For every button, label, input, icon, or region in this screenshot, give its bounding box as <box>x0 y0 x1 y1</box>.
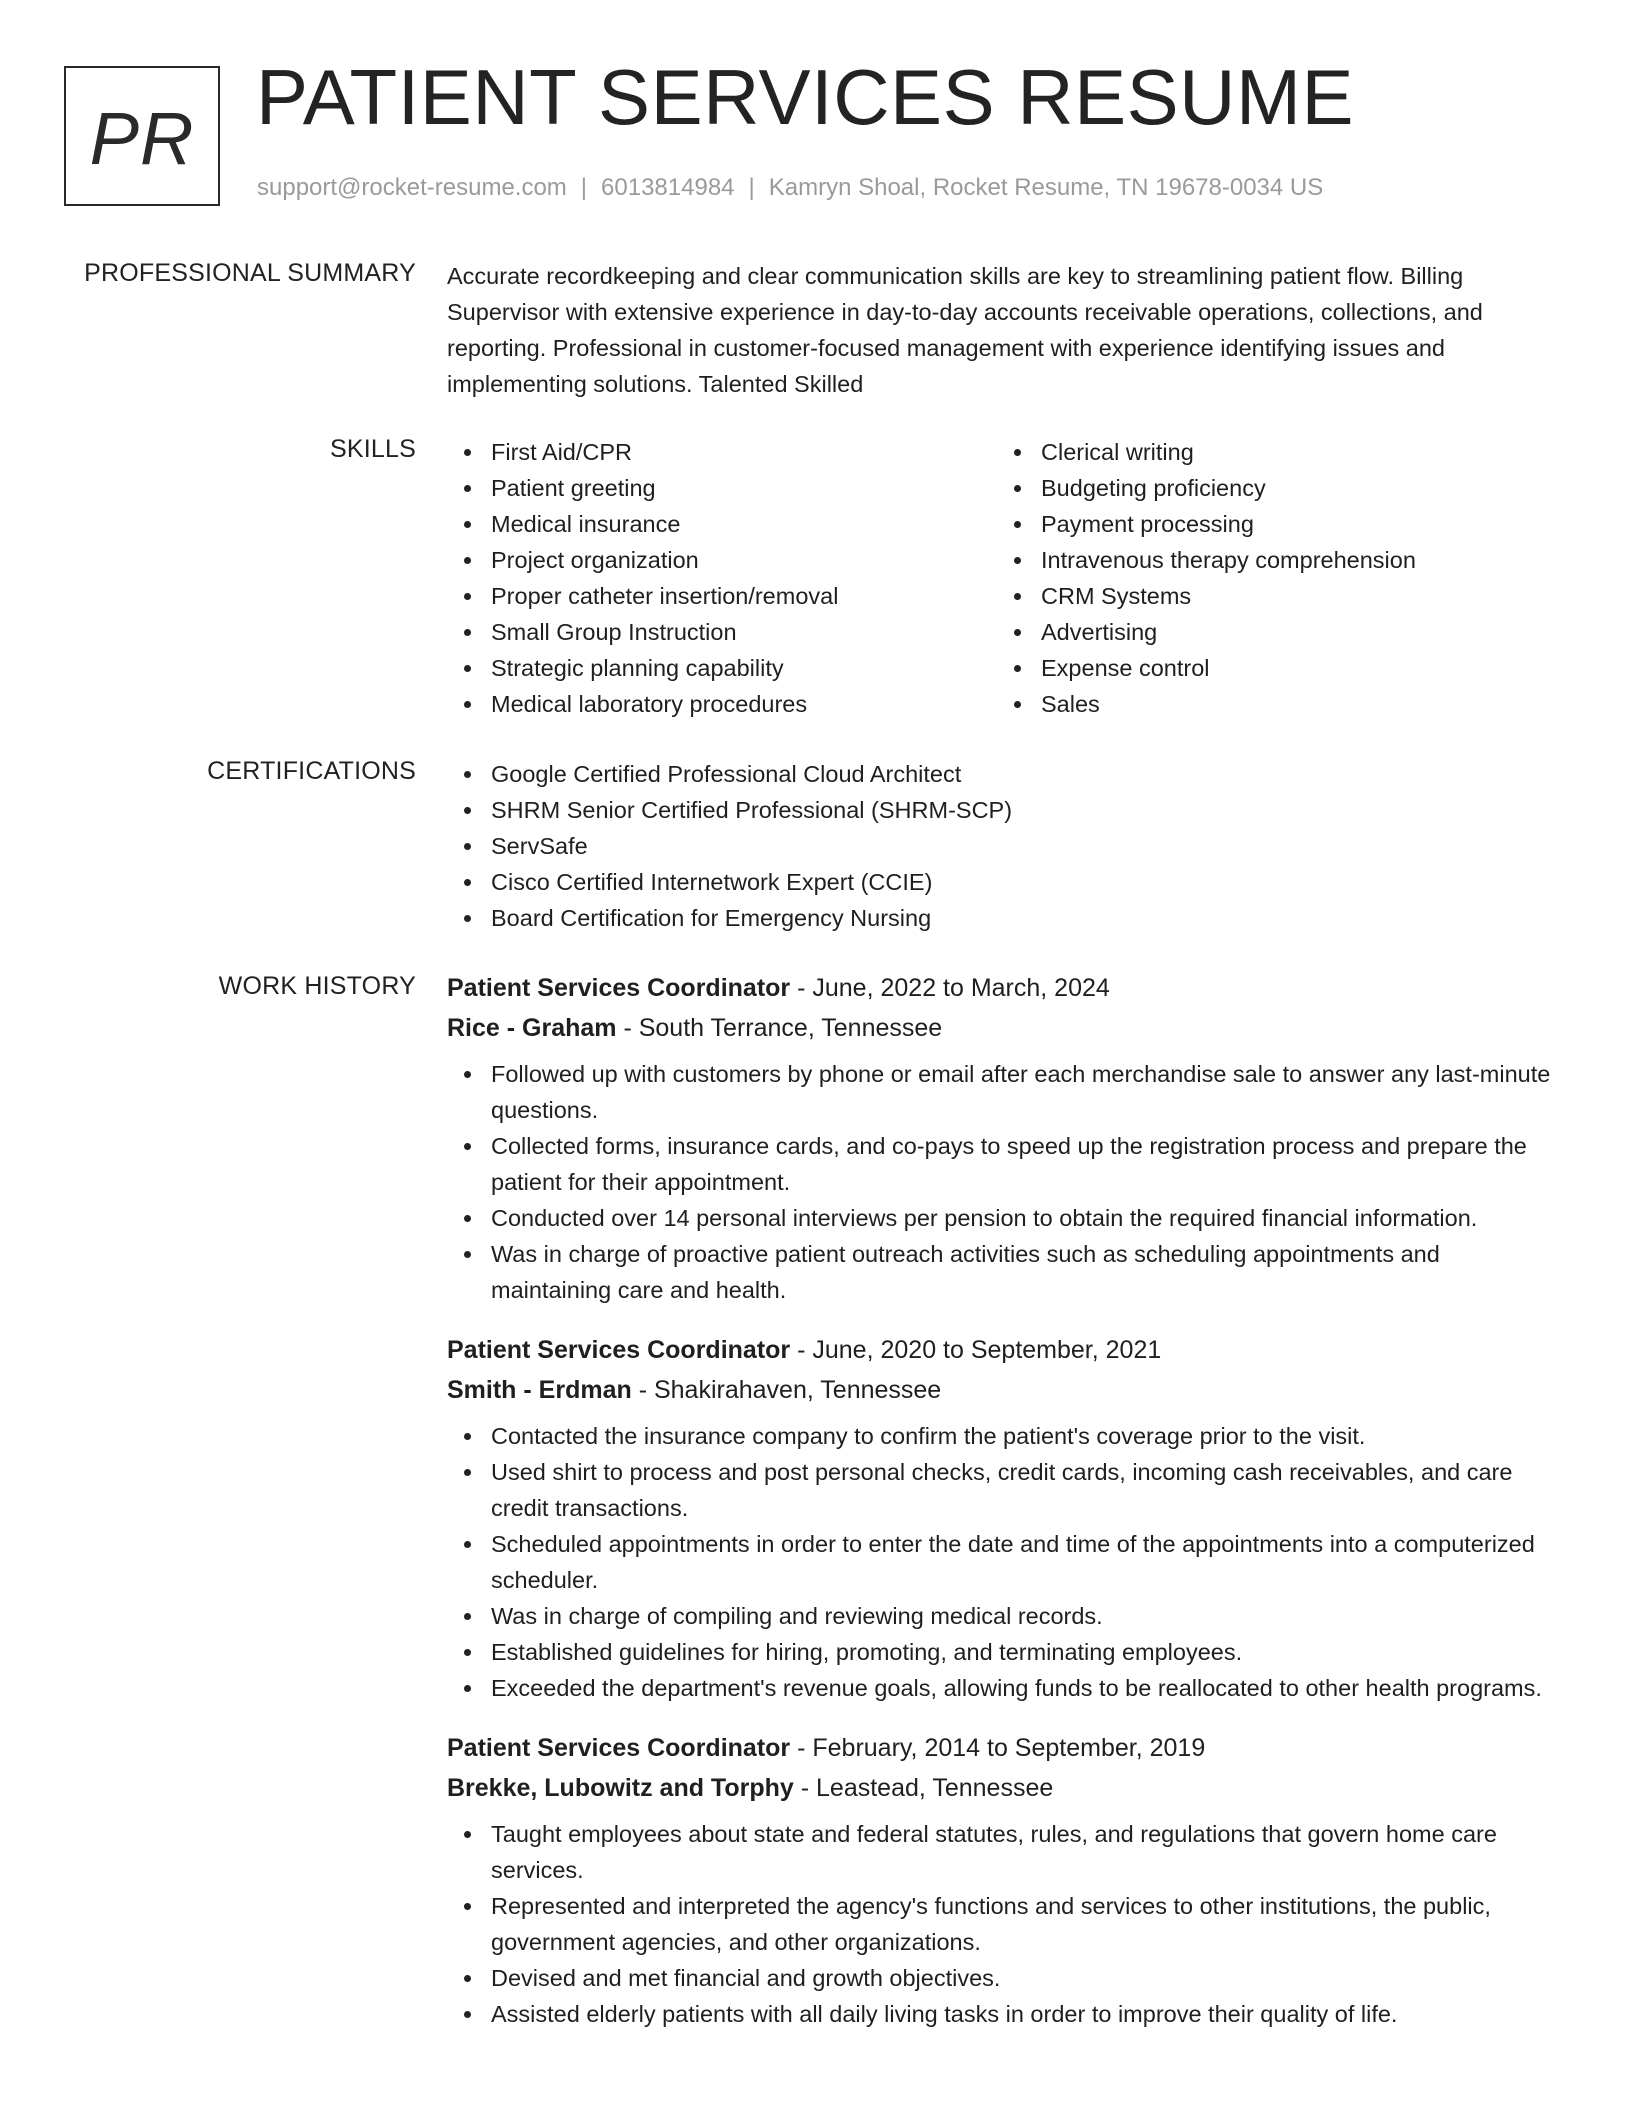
skill-item: Advertising <box>997 614 1547 650</box>
skill-item: Expense control <box>997 650 1547 686</box>
skill-item: Patient greeting <box>447 470 997 506</box>
job-company-line <box>447 1008 1562 1048</box>
job-bullet: Followed up with customers by phone or email after each merchandise sale to answer any last-minute questions. <box>447 1056 1562 1128</box>
job-location: - Shakirahaven, Tennessee <box>631 1376 942 1404</box>
job-entry <box>447 968 1562 1308</box>
job-title-line <box>447 968 1562 1008</box>
skill-item: First Aid/CPR <box>447 434 997 470</box>
summary-text: Accurate recordkeeping and clear communication skills are key to streamlining patient flow. Billing Supervisor with extensive experience in day-to-day accounts receivable operations, collections, and reporting. Professional in customer-focused management with experience identifying issues and implementing solutions. Talented Skilled <box>447 263 1483 397</box>
skill-item: Clerical writing <box>997 434 1547 470</box>
summary-body <box>447 258 1562 402</box>
job-company-line <box>447 1768 1562 1808</box>
certifications-body <box>447 756 1562 936</box>
work-history-body <box>447 968 1562 2032</box>
job-role: Patient Services Coordinator <box>447 1734 791 1762</box>
skill-item: Project organization <box>447 542 997 578</box>
skill-item: Intravenous therapy comprehension <box>997 542 1547 578</box>
skills-body <box>447 434 1562 722</box>
monogram-initials: PR <box>89 96 195 180</box>
job-bullet: Was in charge of compiling and reviewing medical records. <box>447 1598 1562 1634</box>
skill-item: CRM Systems <box>997 578 1547 614</box>
job-bullet: Collected forms, insurance cards, and co-pays to speed up the registration process and prepare the patient for their appointment. <box>447 1128 1562 1200</box>
job-title-line <box>447 1330 1562 1370</box>
contact-separator: | <box>748 174 755 201</box>
job-bullet: Exceeded the department's revenue goals, allowing funds to be reallocated to other health programs. <box>447 1670 1562 1706</box>
job-bullets <box>447 1816 1562 2032</box>
job-entry <box>447 1330 1562 1706</box>
certification-item: SHRM Senior Certified Professional (SHRM-SCP) <box>447 792 1562 828</box>
work-history-heading: WORK HISTORY <box>218 972 416 1000</box>
certifications-list <box>447 756 1562 936</box>
skill-item: Medical insurance <box>447 506 997 542</box>
job-company: Brekke, Lubowitz and Torphy <box>447 1774 794 1802</box>
contact-separator: | <box>580 174 588 201</box>
skill-item: Sales <box>997 686 1547 722</box>
contact-address: Kamryn Shoal, Rocket Resume, TN 19678-0034 US <box>768 174 1324 201</box>
certifications-heading: CERTIFICATIONS <box>207 757 416 785</box>
skill-item: Medical laboratory procedures <box>447 686 997 722</box>
skill-item: Strategic planning capability <box>447 650 997 686</box>
job-company: Rice - Graham <box>447 1014 617 1042</box>
contact-line <box>257 174 1323 202</box>
skills-list-left <box>447 434 997 722</box>
summary-heading: PROFESSIONAL SUMMARY <box>84 259 416 287</box>
job-role: Patient Services Coordinator <box>447 974 791 1002</box>
job-bullet: Scheduled appointments in order to enter the date and time of the appointments into a computerized scheduler. <box>447 1526 1562 1598</box>
job-bullet: Contacted the insurance company to confirm the patient's coverage prior to the visit. <box>447 1418 1562 1454</box>
skill-item: Proper catheter insertion/removal <box>447 578 997 614</box>
job-dates: - June, 2022 to March, 2024 <box>790 974 1110 1002</box>
job-location: - Leastead, Tennessee <box>793 1774 1054 1802</box>
job-bullet: Assisted elderly patients with all daily living tasks in order to improve their quality of life. <box>447 1996 1562 2032</box>
resume-title: PATIENT SERVICES RESUME <box>256 53 1354 141</box>
skills-heading: SKILLS <box>330 435 416 463</box>
job-bullets <box>447 1056 1562 1308</box>
certification-item: Google Certified Professional Cloud Architect <box>447 756 1562 792</box>
skills-list-right <box>997 434 1547 722</box>
job-bullet: Conducted over 14 personal interviews per pension to obtain the required financial information. <box>447 1200 1562 1236</box>
contact-email: support@rocket-resume.com <box>257 174 567 201</box>
job-bullet: Represented and interpreted the agency's functions and services to other institutions, the public, government agencies, and other organizations. <box>447 1888 1562 1960</box>
job-location: - South Terrance, Tennessee <box>616 1014 943 1042</box>
skill-item: Budgeting proficiency <box>997 470 1547 506</box>
job-dates: - June, 2020 to September, 2021 <box>790 1336 1162 1364</box>
job-company-line <box>447 1370 1562 1410</box>
job-bullet: Taught employees about state and federal statutes, rules, and regulations that govern home care services. <box>447 1816 1562 1888</box>
job-bullet: Established guidelines for hiring, promoting, and terminating employees. <box>447 1634 1562 1670</box>
job-bullet: Was in charge of proactive patient outreach activities such as scheduling appointments and maintaining care and health. <box>447 1236 1562 1308</box>
certification-item: Cisco Certified Internetwork Expert (CCIE) <box>447 864 1562 900</box>
job-title-line <box>447 1728 1562 1768</box>
job-dates: - February, 2014 to September, 2019 <box>790 1734 1206 1762</box>
skill-item: Small Group Instruction <box>447 614 997 650</box>
job-company: Smith - Erdman <box>447 1376 632 1404</box>
monogram-box <box>64 66 220 206</box>
job-role: Patient Services Coordinator <box>447 1336 791 1364</box>
job-bullet: Used shirt to process and post personal checks, credit cards, incoming cash receivables, and care credit transactions. <box>447 1454 1562 1526</box>
job-entry <box>447 1728 1562 2032</box>
skill-item: Payment processing <box>997 506 1547 542</box>
certification-item: Board Certification for Emergency Nursing <box>447 900 1562 936</box>
job-bullet: Devised and met financial and growth objectives. <box>447 1960 1562 1996</box>
contact-phone: 6013814984 <box>601 174 735 201</box>
job-bullets <box>447 1418 1562 1706</box>
certification-item: ServSafe <box>447 828 1562 864</box>
